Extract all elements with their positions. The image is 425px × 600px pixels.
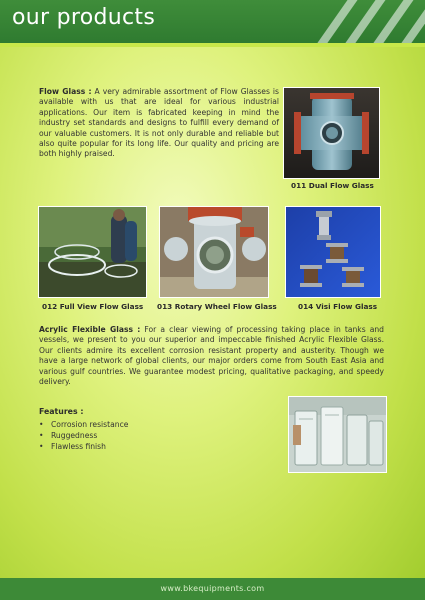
- product-caption-012: 012 Full View Flow Glass: [42, 302, 144, 311]
- acrylic-glass-description: [39, 325, 384, 387]
- feature-item: • Flawless finish: [39, 441, 128, 452]
- features-list: [39, 419, 128, 452]
- visi-flow-glass-image: [286, 207, 380, 297]
- features-title: Features :: [39, 407, 84, 416]
- page-footer: [0, 578, 425, 600]
- flow-glass-text: A very admirable assortment of Flow Glasses is available with us that are ideal for various industrial applications. Our item is fabricated keeping in mind the industry set standards and designs to fulfill every demand of our valuable customers. It is not only durable and reliable but also quite popular for its long life. Our quality and pricing are both highly praised.: [39, 87, 279, 159]
- dual-flow-glass-image: [284, 88, 379, 178]
- rotary-wheel-flow-glass-image: [160, 207, 268, 297]
- flow-glass-label: Flow Glass :: [39, 87, 92, 96]
- acrylic-glass-label: Acrylic Flexible Glass :: [39, 325, 141, 334]
- product-caption-011: 011 Dual Flow Glass: [291, 181, 374, 190]
- dual-flow-glass-photo: [283, 87, 380, 179]
- acrylic-glass-text: For a clear viewing of processing taking place in tanks and vessels, we present to you our superior and impeccable finished Acrylic Flexible Glass. Our clients admire its excellent corrosion resistant property and austerity. Though we have a large network of global clients, our major orders come from South East Asia and various gulf countries. We guarantee modest pricing, qualitative packaging, and speedy delivery.: [39, 325, 384, 387]
- full-view-flow-glass-image: [39, 207, 146, 297]
- full-view-flow-glass-photo: [38, 206, 147, 298]
- feature-item: • Ruggedness: [39, 430, 128, 441]
- product-caption-014: 014 Visi Flow Glass: [298, 302, 378, 311]
- header-accent-bar: [0, 43, 425, 47]
- acrylic-glass-image: [289, 397, 386, 472]
- website-url[interactable]: www.bkequipments.com: [160, 584, 265, 593]
- feature-item: • Corrosion resistance: [39, 419, 128, 430]
- rotary-wheel-flow-glass-photo: [159, 206, 269, 298]
- acrylic-glass-photo: [288, 396, 387, 473]
- visi-flow-glass-photo: [285, 206, 381, 298]
- page-title: our products: [12, 5, 156, 30]
- flow-glass-description: [39, 87, 279, 160]
- page-header: [0, 0, 425, 43]
- product-caption-013: 013 Rotary Wheel Flow Glass: [157, 302, 277, 311]
